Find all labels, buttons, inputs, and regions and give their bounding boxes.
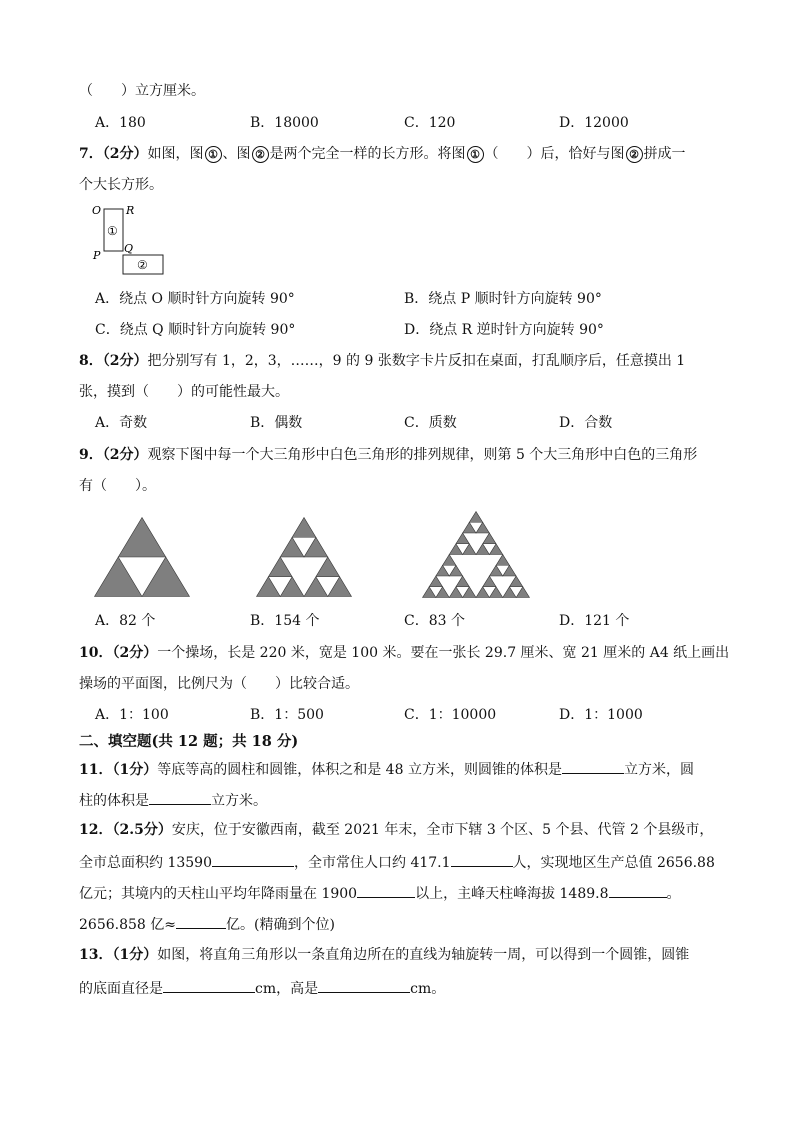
q11-line1 <box>79 759 694 779</box>
q12-text-2a: 全市总面积约 13590 <box>79 855 212 871</box>
q9-option-c[interactable]: C．83 个 <box>404 613 465 629</box>
q10-option-a[interactable]: A．1：100 <box>95 707 169 723</box>
q7-label-q: Q <box>124 242 134 255</box>
q6-option-c[interactable]: C．120 <box>404 115 456 131</box>
q9-option-a[interactable]: A．82 个 <box>95 613 156 629</box>
q12-text-4b: 亿。(精确到个位) <box>225 917 335 933</box>
q7-figure-ref-2b: ② <box>626 146 643 163</box>
q13-text-1: 如图，将直角三角形以一条直角边所在的直线为轴旋转一周，可以得到一个圆锥，圆锥 <box>157 947 690 963</box>
q7-label-one: ① <box>107 224 118 238</box>
q8-option-c[interactable]: C．质数 <box>404 415 457 431</box>
q12-points: （2.5分） <box>112 822 172 838</box>
q6-option-b[interactable]: B．18000 <box>250 115 319 131</box>
q7-label-o: O <box>92 204 102 217</box>
q6-option-a[interactable]: A．180 <box>95 115 146 131</box>
q13-blank-2[interactable] <box>318 978 410 993</box>
q12-blank-5[interactable] <box>176 914 226 929</box>
q9-points: （2分） <box>102 447 148 463</box>
q7-option-d[interactable]: D．绕点 R 逆时针方向旋转 90° <box>404 322 604 338</box>
q7-label-r: R <box>126 204 135 217</box>
q11-line2 <box>79 790 267 810</box>
q8-option-a[interactable]: A．奇数 <box>95 415 148 431</box>
q11-points: （1分） <box>112 762 158 778</box>
q12-text-3c: 。 <box>666 886 681 902</box>
q7-number: 7． <box>79 146 103 162</box>
q7-line1 <box>79 145 686 163</box>
q12-line2 <box>79 852 715 872</box>
q13-points: （1分） <box>112 947 158 963</box>
q7-text-c: 是两个完全一样的长方形。将图 <box>269 146 466 162</box>
q13-text-2a: 的底面直径是 <box>79 981 163 997</box>
q11-text-2b: 立方米。 <box>211 793 267 809</box>
q10-option-b[interactable]: B．1：500 <box>250 707 324 723</box>
q8-option-d[interactable]: D．合数 <box>559 415 613 431</box>
q11-text-2a: 柱的体积是 <box>79 793 149 809</box>
q12-blank-1[interactable] <box>212 852 294 867</box>
q12-line4 <box>79 914 335 934</box>
q9-option-b[interactable]: B．154 个 <box>250 613 320 629</box>
q7-figure-ref-1b: ① <box>467 146 484 163</box>
q10-text-1: 一个操场，长是 220 米，宽是 100 米。要在一张长 29.7 厘米、宽 21 厘米的 A4 纸上画出 <box>157 645 730 661</box>
q10-number: 10． <box>79 645 113 661</box>
q9-triangle-3 <box>422 511 530 598</box>
q9-text-1: 观察下图中每一个大三角形中白色三角形的排列规律，则第 5 个大三角形中白色的三角形 <box>147 447 698 463</box>
q10-option-c[interactable]: C．1：10000 <box>404 707 497 723</box>
q8-points: （2分） <box>102 353 148 369</box>
q13-number: 13． <box>79 947 113 963</box>
section-2-title: 二、填空题(共 12 题；共 18 分) <box>79 733 299 750</box>
q12-text-4a: 2656.858 亿≈ <box>79 917 176 933</box>
q12-text-2b: ，全市常住人口约 417.1 <box>294 855 451 871</box>
q12-text-1: 安庆，位于安徽西南，截至 2021 年末，全市下辖 3 个区、5 个县、代管 2 个县级市， <box>171 822 714 838</box>
q12-number: 12． <box>79 822 113 838</box>
q8-number: 8． <box>79 353 103 369</box>
q9-number: 9． <box>79 447 103 463</box>
q12-text-2c: 人，实现地区生产总值 2656.88 <box>512 855 715 871</box>
q7-option-b[interactable]: B．绕点 P 顺时针方向旋转 90° <box>404 291 602 307</box>
q9-option-d[interactable]: D．121 个 <box>559 613 630 629</box>
q7-line2: 个大长方形。 <box>79 177 163 193</box>
q7-text-e: 拼成一 <box>643 146 686 162</box>
q12-blank-2[interactable] <box>451 852 513 867</box>
q9-triangle-2 <box>256 517 352 597</box>
q8-text-1: 把分别写有 1，2，3，……，9 的 9 张数字卡片反扣在桌面，打乱顺序后，任意摸出 1 <box>147 353 686 369</box>
q8-line2: 张，摸到（ ）的可能性最大。 <box>79 384 289 400</box>
q13-text-2b: cm，高是 <box>255 981 319 997</box>
q6-tail: （ ）立方厘米。 <box>79 83 205 99</box>
q9-line2: 有（ ）。 <box>79 478 156 494</box>
q6-option-d[interactable]: D．12000 <box>559 115 629 131</box>
q12-blank-4[interactable] <box>609 883 667 898</box>
q12-blank-3[interactable] <box>357 883 415 898</box>
q10-option-d[interactable]: D．1：1000 <box>559 707 643 723</box>
q7-figure <box>88 200 172 280</box>
q10-points: （2分） <box>112 645 158 661</box>
q9-line1 <box>79 446 697 464</box>
q10-line2: 操场的平面图，比例尺为（ ）比较合适。 <box>79 676 359 692</box>
q8-line1 <box>79 352 685 370</box>
q7-text-a: 如图，图 <box>147 146 204 162</box>
q11-blank-1[interactable] <box>562 759 624 774</box>
q7-text-b: 、图 <box>222 146 251 162</box>
q10-line1 <box>79 644 729 662</box>
q11-text-1a: 等底等高的圆柱和圆锥，体积之和是 48 立方米，则圆锥的体积是 <box>157 762 562 778</box>
q9-triangle-1 <box>94 517 190 597</box>
q7-option-a[interactable]: A．绕点 O 顺时针方向旋转 90° <box>95 291 295 307</box>
q13-text-2c: cm。 <box>410 981 446 997</box>
q12-text-3b: 以上，主峰天柱峰海拔 1489.8 <box>415 886 609 902</box>
q7-points: （2分） <box>102 146 148 162</box>
q7-label-p: P <box>93 249 101 262</box>
q8-option-b[interactable]: B．偶数 <box>250 415 303 431</box>
q13-line1 <box>79 946 689 964</box>
q11-blank-2[interactable] <box>149 790 211 805</box>
q13-blank-1[interactable] <box>163 978 255 993</box>
q12-line3 <box>79 883 681 903</box>
q7-figure-ref-2: ② <box>252 146 269 163</box>
q7-figure-ref-1: ① <box>205 146 222 163</box>
q12-line1 <box>79 821 713 839</box>
q13-line2 <box>79 978 445 998</box>
q12-text-3a: 亿元；其境内的天柱山平均年降雨量在 1900 <box>79 886 358 902</box>
q11-text-1b: 立方米，圆 <box>623 762 694 778</box>
q7-label-two: ② <box>137 258 148 272</box>
q7-text-d: （ ）后，恰好与图 <box>484 146 625 162</box>
q11-number: 11． <box>79 762 113 778</box>
q7-option-c[interactable]: C．绕点 Q 顺时针方向旋转 90° <box>95 322 296 338</box>
